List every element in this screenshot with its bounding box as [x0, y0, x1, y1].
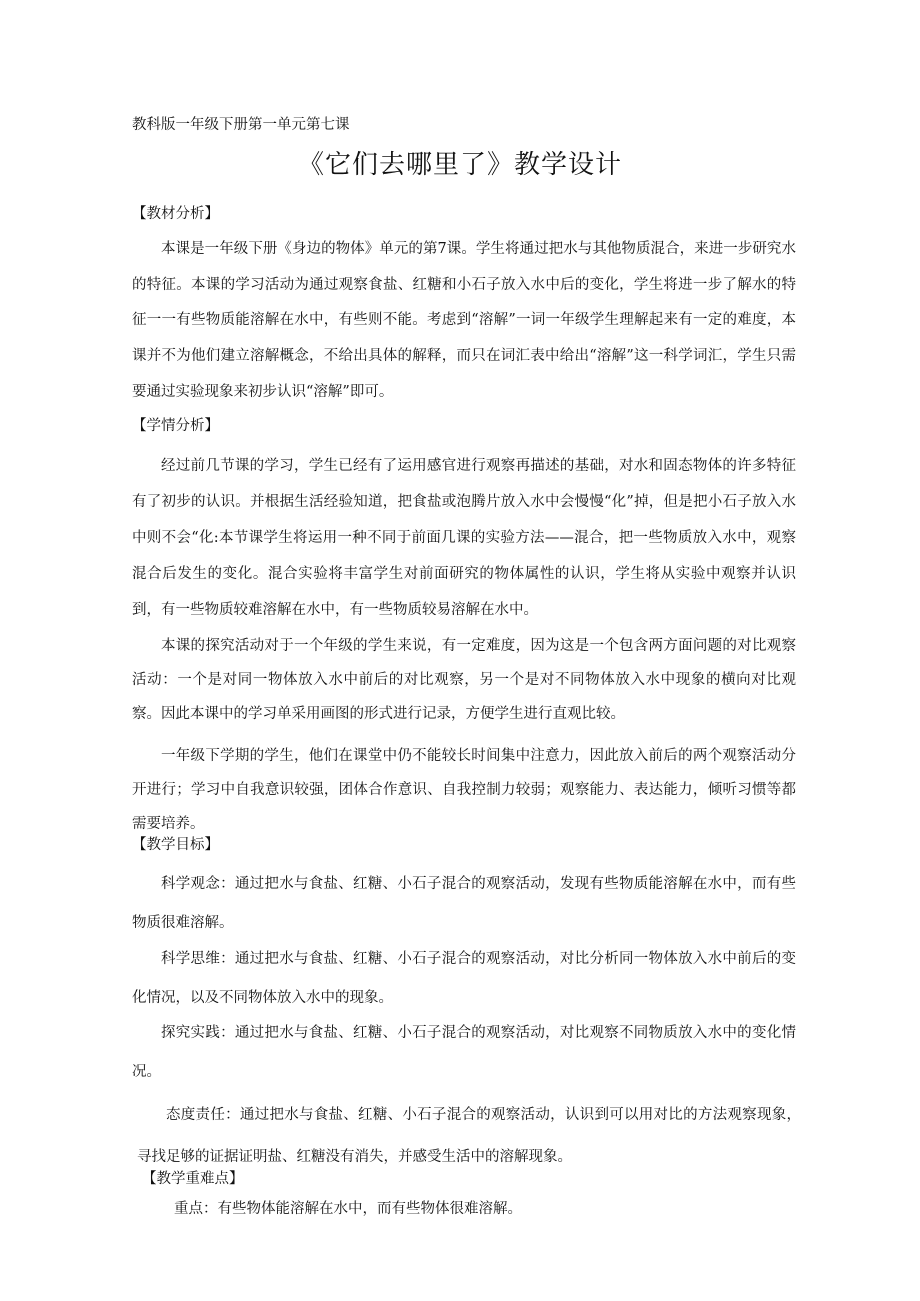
page-title: 《它们去哪里了》教学设计: [297, 150, 622, 180]
student-analysis-heading: 【学情分析】: [132, 418, 219, 434]
student-analysis-paragraph-1: 经过前几节课的学习，学生已经有了运用感官进行观察再描述的基础，对水和固态物体的许多特征有了初步的认识。并根据生活经验知道，把食盐或泡腾片放入水中会慢慢“化”掉，但是把小石子放入水中则不会“化:本节课学生将运用一种不同于前面几课的实验方法——混合，把一些物质放入水中，观察混合后发生的变化。混合实验将丰富学生对前面研究的物体属性的认识，学生将从实验中观察并认识到，有一些物质较难溶解在水中，有一些物质较易溶解在水中。: [132, 458, 796, 618]
key-points-heading: 【教学重难点】: [142, 1171, 244, 1187]
teaching-goals-heading: 【教学目标】: [132, 837, 219, 853]
key-points-focus: 重点：有些物体能溶解在水中，而有些物体很难溶解。: [174, 1201, 522, 1217]
material-analysis-paragraph: 本课是一年级下册《身边的物体》单元的第7课。学生将通过把水与其他物质混合，来进一步研究水的特征。本课的学习活动为通过观察食盐、红糖和小石子放入水中后的变化，学生将进一步了解水的特征一一有些物质能溶解在水中，有些则不能。考虑到“溶解”一词一年级学生理解起来有一定的难度，本课并不为他们建立溶解概念，不给出具体的解释，而只在词汇表中给出“溶解”这一科学词汇，学生只需要通过实验现象来初步认识“溶解”即可。: [132, 241, 796, 400]
goal-scientific-thinking: 科学思维：通过把水与食盐、红糖、小石子混合的观察活动，对比分析同一物体放入水中前后的变化情况，以及不同物体放入水中的现象。: [132, 951, 796, 1006]
material-analysis-heading: 【教材分析】: [132, 206, 219, 222]
student-analysis-paragraph-3: 一年级下学期的学生，他们在课堂中仍不能较长时间集中注意力，因此放入前后的两个观察活动分开进行；学习中自我意识较强，团体合作意识、自我控制力较弱；观察能力、表达能力，倾听习惯等都需要培养。: [132, 748, 796, 832]
student-analysis-paragraph-2: 本课的探究活动对于一个年级的学生来说，有一定难度，因为这是一个包含两方面问题的对比观察活动：一个是对同一物体放入水中前后的对比观察，另一个是对不同物体放入水中现象的横向对比观察。因此本课中的学习单采用画图的形式进行记录，方便学生进行直观比较。: [132, 638, 796, 722]
goal-inquiry-practice: 探究实践：通过把水与食盐、红糖、小石子混合的观察活动，对比观察不同物质放入水中的变化情况。: [132, 1025, 796, 1080]
course-series-label: 教科版一年级下册第一单元第七课: [132, 117, 350, 133]
goal-scientific-concept: 科学观念：通过把水与食盐、红糖、小石子混合的观察活动，发现有些物质能溶解在水中，而有些物质很难溶解。: [132, 876, 796, 931]
goal-attitude-responsibility: 态度责任：通过把水与食盐、红糖、小石子混合的观察活动，认识到可以用对比的方法观察现象，寻找足够的证据证明盐、红糖没有消失，并感受生活中的溶解现象。: [137, 1107, 801, 1165]
